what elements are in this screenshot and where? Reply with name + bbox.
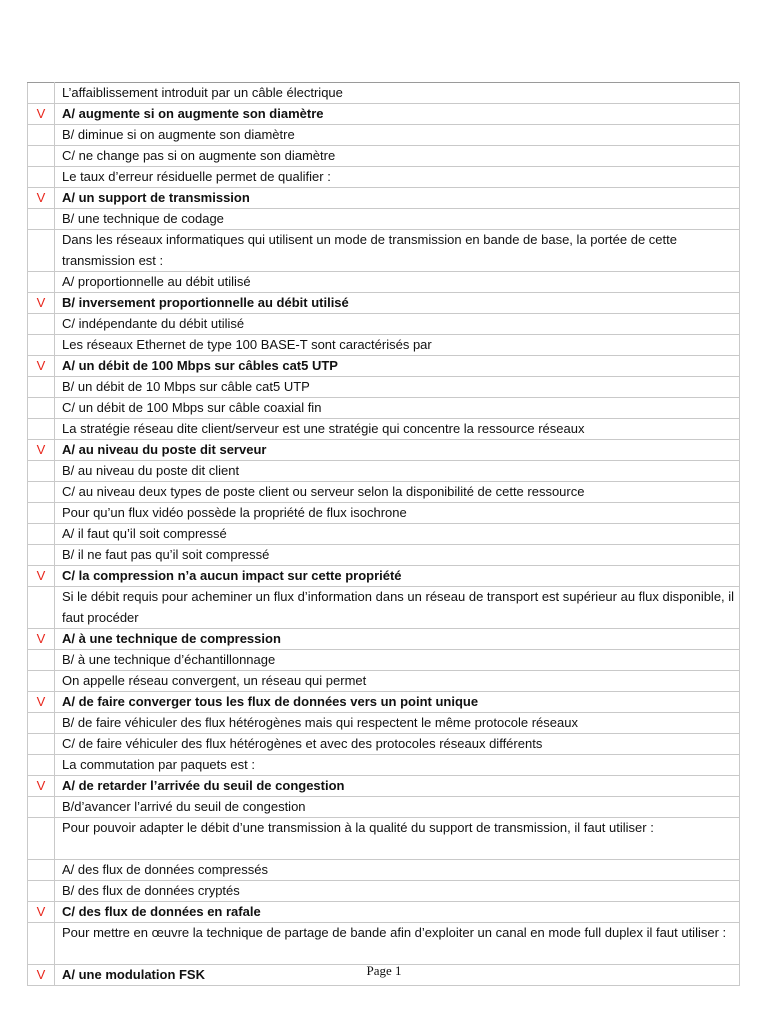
- mark-cell: [28, 734, 55, 755]
- answer-text: C/ un débit de 100 Mbps sur câble coaxial fin: [55, 398, 740, 419]
- answer-row: [28, 398, 740, 419]
- correct-answer-mark: V: [28, 965, 55, 986]
- answer-text: B/ des flux de données cryptés: [55, 881, 740, 902]
- mark-cell: [28, 230, 55, 272]
- answer-text: C/ au niveau deux types de poste client ou serveur selon la disponibilité de cette ressource: [55, 482, 740, 503]
- correct-answer-mark: V: [28, 776, 55, 797]
- answer-row: [28, 650, 740, 671]
- correct-answer-mark: V: [28, 440, 55, 461]
- answer-row: [28, 566, 740, 587]
- mark-cell: [28, 83, 55, 104]
- correct-answer-text: C/ des flux de données en rafale: [55, 902, 740, 923]
- mark-cell: [28, 797, 55, 818]
- question-row: [28, 755, 740, 776]
- question-text: L’affaiblissement introduit par un câble électrique: [55, 83, 740, 104]
- mark-cell: [28, 314, 55, 335]
- question-row: [28, 335, 740, 356]
- qcm-table: [27, 82, 740, 986]
- answer-row: [28, 314, 740, 335]
- correct-answer-mark: V: [28, 629, 55, 650]
- mark-cell: [28, 335, 55, 356]
- mark-cell: [28, 818, 55, 860]
- answer-text: B/ à une technique d’échantillonnage: [55, 650, 740, 671]
- correct-answer-text: A/ augmente si on augmente son diamètre: [55, 104, 740, 125]
- answer-row: [28, 209, 740, 230]
- correct-answer-mark: V: [28, 188, 55, 209]
- answer-text: B/ diminue si on augmente son diamètre: [55, 125, 740, 146]
- answer-row: [28, 734, 740, 755]
- answer-text: C/ de faire véhiculer des flux hétérogènes et avec des protocoles réseaux différents: [55, 734, 740, 755]
- question-row: [28, 671, 740, 692]
- answer-row: [28, 902, 740, 923]
- mark-cell: [28, 860, 55, 881]
- answer-row: [28, 482, 740, 503]
- mark-cell: [28, 377, 55, 398]
- question-text: Dans les réseaux informatiques qui utilisent un mode de transmission en bande de base, la portée de cette transmission est :: [55, 230, 740, 272]
- question-row: [28, 818, 740, 860]
- answer-row: [28, 797, 740, 818]
- question-text: On appelle réseau convergent, un réseau qui permet: [55, 671, 740, 692]
- answer-row: [28, 146, 740, 167]
- question-row: [28, 923, 740, 965]
- mark-cell: [28, 482, 55, 503]
- mark-cell: [28, 419, 55, 440]
- question-text: Les réseaux Ethernet de type 100 BASE-T sont caractérisés par: [55, 335, 740, 356]
- answer-row: [28, 272, 740, 293]
- question-text: Le taux d’erreur résiduelle permet de qualifier :: [55, 167, 740, 188]
- mark-cell: [28, 881, 55, 902]
- mark-cell: [28, 545, 55, 566]
- correct-answer-text: C/ la compression n’a aucun impact sur cette propriété: [55, 566, 740, 587]
- question-text: Pour pouvoir adapter le débit d’une transmission à la qualité du support de transmission, il faut utiliser :: [55, 818, 740, 860]
- question-row: [28, 419, 740, 440]
- mark-cell: [28, 167, 55, 188]
- correct-answer-text: A/ de faire converger tous les flux de données vers un point unique: [55, 692, 740, 713]
- mark-cell: [28, 209, 55, 230]
- answer-row: [28, 377, 740, 398]
- answer-text: B/ de faire véhiculer des flux hétérogènes mais qui respectent le même protocole réseaux: [55, 713, 740, 734]
- answer-row: [28, 461, 740, 482]
- mark-cell: [28, 146, 55, 167]
- question-text: Si le débit requis pour acheminer un flux d’information dans un réseau de transport est supérieur au flux disponible, il faut procéder: [55, 587, 740, 629]
- mark-cell: [28, 650, 55, 671]
- question-row: [28, 83, 740, 104]
- answer-text: C/ ne change pas si on augmente son diamètre: [55, 146, 740, 167]
- correct-answer-text: B/ inversement proportionnelle au débit utilisé: [55, 293, 740, 314]
- correct-answer-text: A/ un support de transmission: [55, 188, 740, 209]
- mark-cell: [28, 755, 55, 776]
- answer-row: [28, 440, 740, 461]
- answer-row: [28, 188, 740, 209]
- question-text: Pour mettre en œuvre la technique de partage de bande afin d’exploiter un canal en mode full duplex il faut utiliser :: [55, 923, 740, 965]
- answer-row: [28, 545, 740, 566]
- answer-text: B/d’avancer l’arrivé du seuil de congestion: [55, 797, 740, 818]
- question-row: [28, 230, 740, 272]
- answer-text: B/ un débit de 10 Mbps sur câble cat5 UTP: [55, 377, 740, 398]
- answer-row: [28, 776, 740, 797]
- answer-text: A/ proportionnelle au débit utilisé: [55, 272, 740, 293]
- answer-row: [28, 293, 740, 314]
- question-text: La stratégie réseau dite client/serveur est une stratégie qui concentre la ressource réseaux: [55, 419, 740, 440]
- correct-answer-text: A/ à une technique de compression: [55, 629, 740, 650]
- question-text: La commutation par paquets est :: [55, 755, 740, 776]
- question-row: [28, 167, 740, 188]
- correct-answer-text: A/ une modulation FSK: [55, 965, 740, 986]
- question-text: Pour qu’un flux vidéo possède la propriété de flux isochrone: [55, 503, 740, 524]
- mark-cell: [28, 587, 55, 629]
- answer-text: B/ une technique de codage: [55, 209, 740, 230]
- answer-text: B/ il ne faut pas qu’il soit compressé: [55, 545, 740, 566]
- answer-text: A/ il faut qu’il soit compressé: [55, 524, 740, 545]
- correct-answer-mark: V: [28, 356, 55, 377]
- correct-answer-text: A/ un débit de 100 Mbps sur câbles cat5 UTP: [55, 356, 740, 377]
- mark-cell: [28, 125, 55, 146]
- mark-cell: [28, 713, 55, 734]
- mark-cell: [28, 398, 55, 419]
- mark-cell: [28, 503, 55, 524]
- answer-row: [28, 881, 740, 902]
- correct-answer-mark: V: [28, 566, 55, 587]
- question-row: [28, 503, 740, 524]
- answer-row: [28, 104, 740, 125]
- correct-answer-mark: V: [28, 692, 55, 713]
- answer-text: A/ des flux de données compressés: [55, 860, 740, 881]
- answer-row: [28, 692, 740, 713]
- question-row: [28, 587, 740, 629]
- correct-answer-mark: V: [28, 902, 55, 923]
- answer-row: [28, 860, 740, 881]
- mark-cell: [28, 923, 55, 965]
- answer-text: C/ indépendante du débit utilisé: [55, 314, 740, 335]
- answer-row: [28, 125, 740, 146]
- page-number: Page 1: [366, 963, 402, 978]
- answer-row: [28, 713, 740, 734]
- correct-answer-text: A/ au niveau du poste dit serveur: [55, 440, 740, 461]
- correct-answer-mark: V: [28, 104, 55, 125]
- answer-row: [28, 629, 740, 650]
- answer-text: B/ au niveau du poste dit client: [55, 461, 740, 482]
- mark-cell: [28, 461, 55, 482]
- mark-cell: [28, 524, 55, 545]
- correct-answer-text: A/ de retarder l’arrivée du seuil de congestion: [55, 776, 740, 797]
- answer-row: [28, 524, 740, 545]
- answer-row: [28, 356, 740, 377]
- mark-cell: [28, 671, 55, 692]
- correct-answer-mark: V: [28, 293, 55, 314]
- mark-cell: [28, 272, 55, 293]
